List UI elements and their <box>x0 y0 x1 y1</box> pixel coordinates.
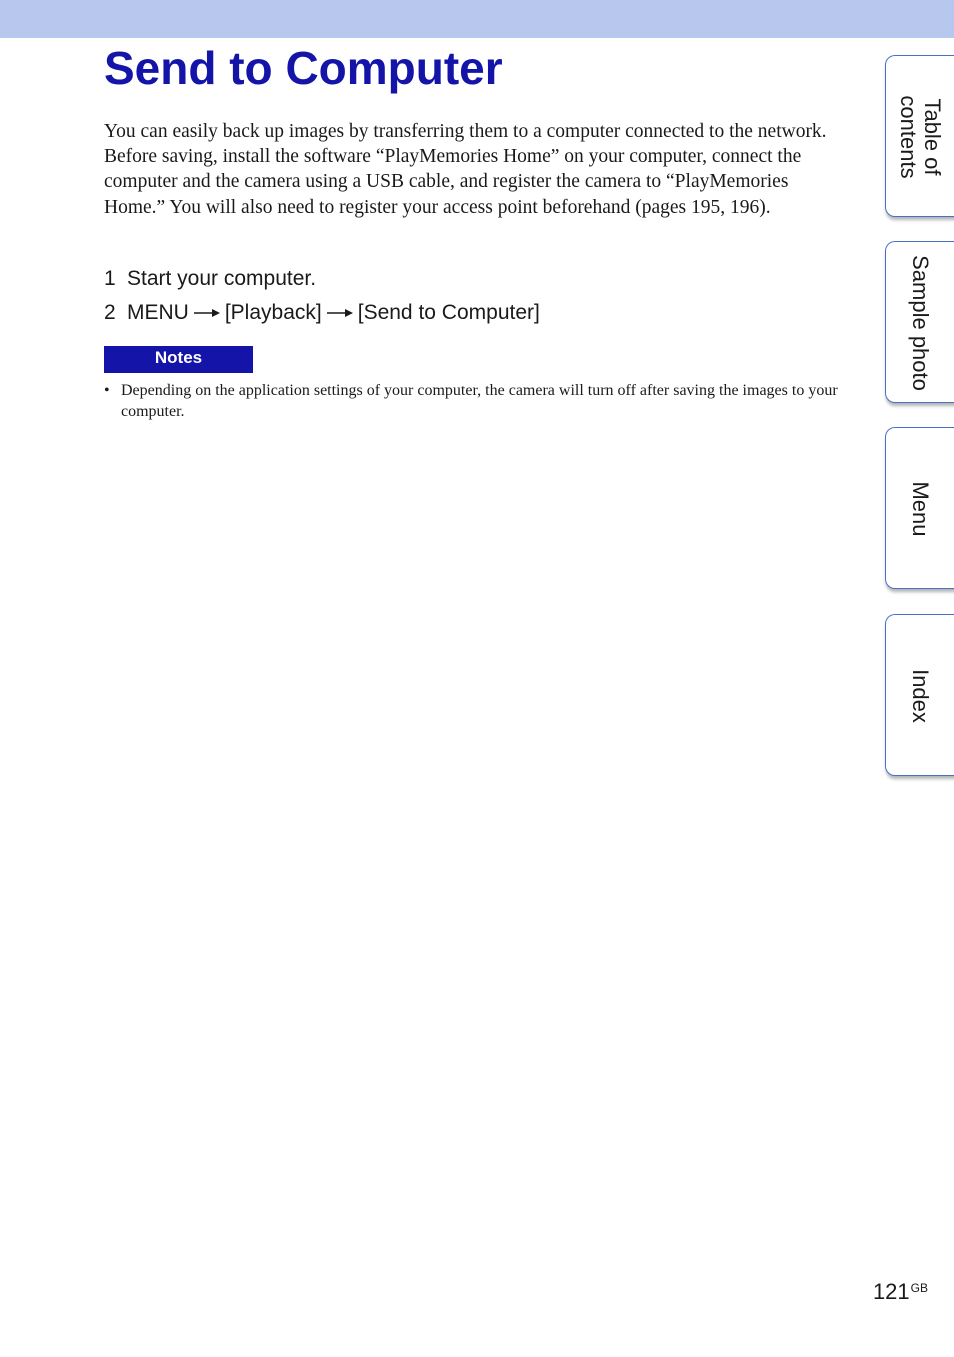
intro-paragraph: You can easily back up images by transferring them to a computer connected to the network. Before saving, install the software “PlayMemories Home” on your computer, connect the computer and the camera using a USB cable, and register the camera to “PlayMemories Home.” You will also need to register your access point beforehand (pages 195, 196). <box>104 121 827 218</box>
step-1 <box>104 264 540 298</box>
note-item <box>104 380 850 422</box>
page-number <box>873 1279 928 1305</box>
page-title: Send to Computer <box>104 42 503 94</box>
tab-label <box>896 95 944 178</box>
tab-label <box>908 481 932 536</box>
menu-path-playback: [Playback] <box>224 301 322 324</box>
tab-table-of-contents[interactable] <box>885 55 954 217</box>
tab-label <box>908 669 932 723</box>
tab-label-line: contents <box>896 95 921 179</box>
step-text: Start your computer. <box>127 267 317 290</box>
step-2 <box>104 298 540 332</box>
step-number: 1 <box>104 267 116 290</box>
menu-path-send-to-computer: [Send to Computer] <box>357 301 540 324</box>
tab-sample-photo[interactable] <box>885 241 954 403</box>
tab-label-line: Index <box>908 669 933 723</box>
bullet-icon: • <box>104 382 110 399</box>
header-bar <box>0 0 954 38</box>
tab-label-line: Menu <box>908 481 933 537</box>
notes-label: Notes <box>104 346 253 373</box>
page-number-suffix: GB <box>910 1281 928 1295</box>
tab-index[interactable] <box>885 614 954 776</box>
tab-label-line: Table of <box>920 98 945 176</box>
right-arrow-icon <box>326 307 354 319</box>
right-arrow-icon <box>193 307 221 319</box>
page-number-value: 121 <box>872 1279 910 1304</box>
step-list <box>104 264 540 332</box>
tab-label <box>908 255 932 391</box>
step-number: 2 <box>104 301 116 324</box>
menu-path-menu: MENU <box>127 301 189 324</box>
tab-menu[interactable] <box>885 427 954 589</box>
tab-label-line: Sample photo <box>908 255 933 391</box>
note-text: Depending on the application settings of your computer, the camera will turn off after saving the images to your computer. <box>121 382 838 420</box>
